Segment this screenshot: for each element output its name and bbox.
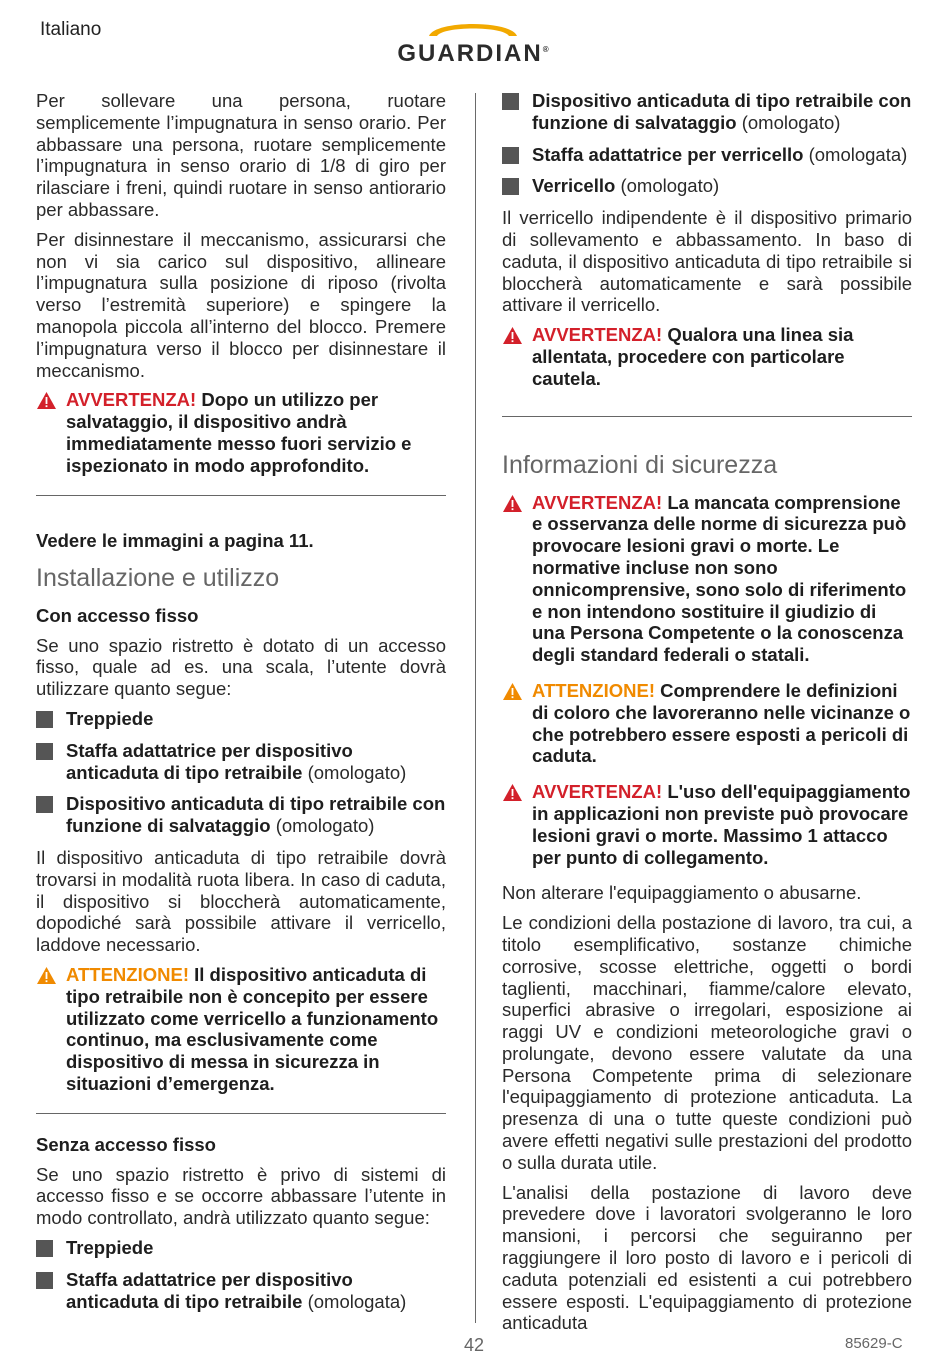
section-title: Installazione e utilizzo: [36, 563, 280, 592]
warning-text: La mancata comprensione e osservanza delle norme di sicurezza può provocare lesioni gravi o morte. Le normative incluse non sono onnicomprensive, sono solo di riferimento e non intendono sostituire il giudizio di una Persona Competente o la conoscenza degli standard federali o statali.: [532, 491, 907, 666]
list-item: Treppiede: [36, 708, 446, 730]
warning-text: L'uso dell'equipaggiamento in applicazioni non previste può provocare lesioni gravi o morte. Massimo 1 attacco per punto di collegamento.: [532, 781, 911, 868]
see-images-note: Vedere le immagini a pagina 11.: [36, 529, 314, 551]
list-item: Treppiede: [36, 1237, 446, 1259]
bullet-square-icon: [36, 1272, 53, 1289]
paragraph: L'analisi della postazione di lavoro deve prevedere dove i lavoratori svolgeranno le loro mansioni, i percorsi che seguiranno per raggiungere il loro posto di lavoro e i pericoli di caduta potenziali ed esistenti a cui potrebbero essere esposti. L'equipaggiamento di protezione anticaduta: [502, 1181, 912, 1334]
bullet-square-icon: [502, 93, 519, 110]
caution-triangle-icon: [502, 682, 523, 701]
section-title: Informazioni di sicurezza: [502, 450, 778, 479]
list-item: Staffa adattatrice per verricello (omologata): [502, 144, 912, 166]
paragraph: Il verricello indipendente è il dispositivo primario di sollevamento e abbassamento. In baso di caduta, il dispositivo anticaduta di tipo retraibile si bloccherà automaticamente e sarà possibile attivare il verricello.: [502, 207, 912, 316]
caution-text: Comprendere le definizioni di coloro che lavoreranno nelle vicinanze o che potrebbero essere esposti a pericoli di caduta.: [532, 679, 911, 767]
page-number: 42: [464, 1335, 485, 1355]
warning-notice: [36, 389, 446, 476]
column-divider: [475, 93, 476, 1323]
caution-keyword: ATTENZIONE!: [66, 963, 189, 985]
warning-keyword: AVVERTENZA!: [66, 389, 197, 411]
warning-text: Qualora una linea sia allentata, procedere con particolare cautela.: [532, 324, 854, 389]
caution-keyword: ATTENZIONE!: [532, 679, 655, 701]
paragraph: Le condizioni della postazione di lavoro, tra cui, a titolo esemplificativo, sostanze chimiche corrosive, scosse elettriche, oggetti o bordi taglienti, macchinari, fiamme/calore elevato, superfici abrasive o irregolari, esposizione ai raggi UV e condizioni meteorologiche gravi o prolungate, devono essere valutate da una Persona Competente prima di selezionare l'equipaggiamento di protezione anticaduta. La presenza di una o tutte queste condizioni può avere effetti negativi sulle prestazioni del prodotto o sulla durata utile.: [502, 912, 912, 1173]
warning-notice: [502, 781, 912, 868]
paragraph: Non alterare l'equipaggiamento o abusarne.: [502, 882, 862, 904]
list-item: Staffa adattatrice per dispositivo anticaduta di tipo retraibile (omologato): [36, 740, 446, 784]
warning-triangle-icon: [36, 391, 57, 410]
bullet-square-icon: [36, 743, 53, 760]
paragraph: Se uno spazio ristretto è dotato di un accesso fisso, quale ad es. una scala, l’utente dovrà utilizzare quanto segue:: [36, 634, 446, 700]
paragraph: Se uno spazio ristretto è privo di sistemi di accesso fisso e se occorre abbassare l’utente in modo controllato, andrà utilizzato quanto segue:: [36, 1163, 446, 1229]
list-item: Dispositivo anticaduta di tipo retraibile con funzione di salvataggio (omologato): [36, 793, 446, 837]
left-column: [36, 90, 446, 1322]
caution-text: Il dispositivo anticaduta di tipo retraibile non è concepito per essere utilizzato come verricello a funzionamento continuo, ma esclusivamente come dispositivo di messa in sicurezza in situazioni d’emergenza.: [66, 963, 439, 1094]
subsection-title: Con accesso fisso: [36, 604, 199, 626]
bullet-square-icon: [36, 796, 53, 813]
paragraph: Per sollevare una persona, ruotare semplicemente l’impugnatura in senso orario. Per abbassare una persona, ruotare semplicemente l’impugnatura in senso orario di 1/8 di giro per rilasciare i freni, quindi ruotare in senso antiorario per abbassare.: [36, 90, 446, 220]
list-item: Staffa adattatrice per dispositivo anticaduta di tipo retraibile (omologata): [36, 1269, 446, 1313]
list-item: Verricello (omologato): [502, 175, 912, 197]
bullet-square-icon: [36, 711, 53, 728]
subsection-title: Senza accesso fisso: [36, 1133, 216, 1155]
section-separator: [36, 495, 446, 496]
caution-notice: [36, 964, 446, 1095]
list-item: Dispositivo anticaduta di tipo retraibile con funzione di salvataggio (omologato): [502, 90, 912, 134]
logo-wordmark: GUARDIAN®: [397, 40, 549, 67]
warning-text: Dopo un utilizzo per salvataggio, il dispositivo andrà immediatamente messo fuori servizio e ispezionato in modo approfondito.: [66, 389, 412, 476]
language-label: Italiano: [40, 19, 102, 40]
section-separator: [502, 416, 912, 417]
caution-triangle-icon: [36, 966, 57, 985]
warning-triangle-icon: [502, 783, 523, 802]
warning-notice: [502, 324, 912, 389]
caution-notice: [502, 680, 912, 767]
section-separator: [36, 1113, 446, 1114]
warning-keyword: AVVERTENZA!: [532, 324, 663, 346]
bullet-square-icon: [502, 147, 519, 164]
guardian-logo: [383, 16, 563, 66]
warning-notice: [502, 492, 912, 666]
document-code: 85629-C: [845, 1335, 903, 1352]
paragraph: Per disinnestare il meccanismo, assicurarsi che non vi sia carico sul dispositivo, allineare l’impugnatura sulla posizione di riposo (rivolta verso l’estremità superiore) e spingere la manopola piccola all’interno del blocco. Premere l’impugnatura verso il blocco per disinnestare il meccanismo.: [36, 228, 446, 381]
paragraph: Il dispositivo anticaduta di tipo retraibile dovrà trovarsi in modalità ruota libera. In caso di caduta, il dispositivo si bloccherà automaticamente, dopodiché sarà possibile attivare il verricello, laddove necessario.: [36, 846, 446, 956]
warning-keyword: AVVERTENZA!: [532, 491, 663, 513]
warning-triangle-icon: [502, 326, 523, 345]
bullet-square-icon: [502, 178, 519, 195]
warning-triangle-icon: [502, 494, 523, 513]
bullet-square-icon: [36, 1240, 53, 1257]
logo-arc-icon: [425, 16, 521, 38]
right-column: [502, 90, 912, 1342]
warning-keyword: AVVERTENZA!: [532, 781, 663, 803]
